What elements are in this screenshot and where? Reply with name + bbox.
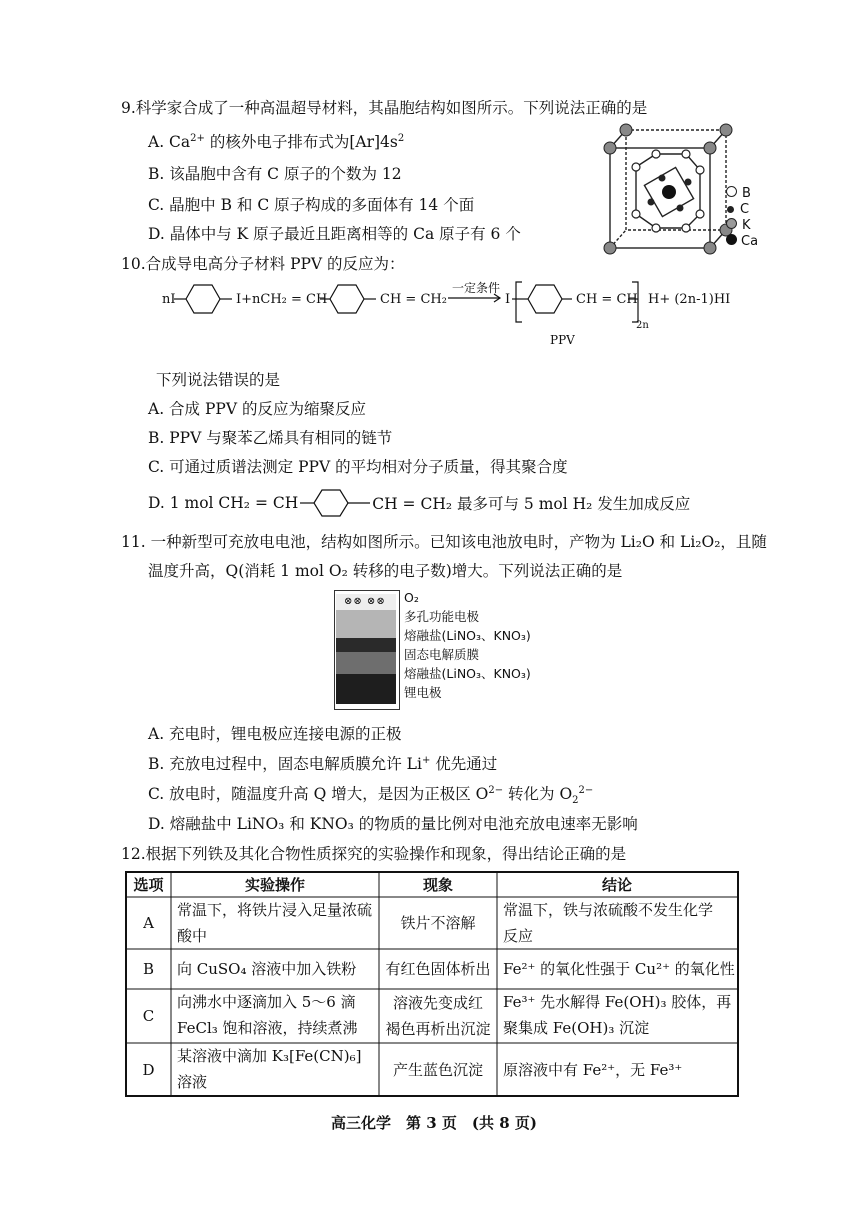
q11-option-a: A. 充电时，锂电极应连接电源的正极 <box>148 725 402 743</box>
svg-text:I: I <box>505 292 511 307</box>
svg-text:PPV: PPV <box>550 333 575 347</box>
q11-option-d: D. 熔融盐中 LiNO₃ 和 KNO₃ 的物质的量比例对电池充放电速率无影响 <box>148 815 638 833</box>
q9-option-a: A. $Ca^{2+}$ 的核外电子排布式为$[Ar]4s^2$ <box>148 132 405 151</box>
svg-text:H+ (2n-1)HI: H+ (2n-1)HI <box>648 292 730 307</box>
row-b-conclusion: Fe²⁺ 的氧化性强于 Cu²⁺ 的氧化性 <box>503 960 735 978</box>
q11-option-b: B. 充放电过程中，固态电解质膜允许 Li+ 优先通过 <box>148 754 498 773</box>
q11-stem-line1: 11. 一种新型可充放电电池，结构如图所示。已知该电池放电时，产物为 Li₂O 和 Li₂O₂，且随 <box>121 533 767 551</box>
q10-option-b: B. PPV 与聚苯乙烯具有相同的链节 <box>148 429 393 447</box>
row-a-option: A <box>143 914 154 932</box>
ppv-reaction-equation <box>150 278 730 352</box>
row-c-conclusion: Fe³⁺ 先水解得 Fe(OH)₃ 胶体，再 聚集成 Fe(OH)₃ 沉淀 <box>503 993 732 1037</box>
header-operation: 实验操作 <box>244 875 305 894</box>
q9-option-b: B. 该晶胞中含有 C 原子的个数为 12 <box>148 165 402 183</box>
q10-stem: 10.合成导电高分子材料 PPV 的反应为： <box>121 255 405 273</box>
row-b-option: B <box>142 960 155 978</box>
q11-option-c: C. 放电时，随温度升高 Q 增大，是因为正极区 $O^{2-}$ 转化为 $O_2^{2-}$ <box>148 784 594 807</box>
q10-option-a: A. 合成 PPV 的反应为缩聚反应 <box>148 400 366 418</box>
svg-text:一定条件: 一定条件 <box>452 281 501 295</box>
row-d-operation: 某溶液中滴加 K₃[Fe(CN)₆] 溶液 <box>177 1047 362 1091</box>
crystal-legend: B C K Ca <box>726 186 758 250</box>
row-b-operation: 向 CuSO₄ 溶液中加入铁粉 <box>177 960 357 978</box>
q10-prompt: 下列说法错误的是 <box>156 371 281 389</box>
row-d-phenomenon: 产生蓝色沉淀 <box>392 1060 483 1079</box>
svg-text:2n: 2n <box>636 320 649 331</box>
porous-electrode-layer <box>336 610 396 638</box>
battery-labels: O₂ 多孔功能电极 熔融盐(LiNO₃、KNO₃) 固态电解质膜 熔融盐(LiNO₃、KNO₃) 锂电极 <box>404 590 531 700</box>
row-c-phenomenon: 溶液先变成红 褐色再析出沉淀 <box>385 994 491 1038</box>
header-option: 选项 <box>133 875 164 894</box>
header-phenomenon: 现象 <box>422 875 453 894</box>
q10-option-c: C. 可通过质谱法测定 PPV 的平均相对分子质量，得其聚合度 <box>148 458 568 476</box>
q9-option-d: D. 晶体中与 K 原子最近且距离相等的 Ca 原子有 6 个 <box>148 225 521 243</box>
oxygen-molecules-icon: ⊗⊗ ⊗⊗ <box>344 596 386 607</box>
row-b-phenomenon: 有红色固体析出 <box>385 960 491 978</box>
solid-electrolyte-membrane <box>336 638 396 652</box>
q12-stem: 12.根据下列铁及其化合物性质探究的实验操作和现象，得出结论正确的是 <box>121 845 627 863</box>
q10-option-d: D. 1 mol CH₂ = CH CH = CH₂ 最多可与 5 mol H₂ 发生加成反应 <box>148 488 690 518</box>
page-footer: 高三化学 第 3 页 (共 8 页) <box>331 1114 537 1132</box>
row-c-option: C <box>142 1007 155 1025</box>
svg-text:I+nCH₂ = CH: I+nCH₂ = CH <box>236 292 328 307</box>
svg-text:nI: nI <box>162 292 176 307</box>
header-conclusion: 结论 <box>601 875 632 894</box>
molten-salt-layer <box>336 652 396 674</box>
row-a-phenomenon: 铁片不溶解 <box>400 914 476 932</box>
benzene-ring-icon <box>300 488 370 518</box>
row-c-operation: 向沸水中逐滴加入 5～6 滴 FeCl₃ 饱和溶液，持续煮沸 <box>177 993 358 1037</box>
row-a-conclusion: 常温下，铁与浓硫酸不发生化学 反应 <box>503 901 714 945</box>
lithium-electrode-layer <box>336 674 396 704</box>
q11-stem-line2: 温度升高，Q(消耗 1 mol O₂ 转移的电子数)增大。下列说法正确的是 <box>148 562 623 580</box>
row-d-conclusion: 原溶液中有 Fe²⁺，无 Fe³⁺ <box>503 1060 683 1079</box>
q9-option-c: C. 晶胞中 B 和 C 原子构成的多面体有 14 个面 <box>148 196 475 214</box>
q9-stem: 9.科学家合成了一种高温超导材料，其晶胞结构如图所示。下列说法正确的是 <box>121 99 648 117</box>
svg-text:CH = CH: CH = CH <box>576 292 638 307</box>
row-a-operation: 常温下，将铁片浸入足量浓硫 酸中 <box>177 901 373 945</box>
row-d-option: D <box>142 1060 155 1079</box>
svg-text:CH = CH₂: CH = CH₂ <box>380 292 447 307</box>
